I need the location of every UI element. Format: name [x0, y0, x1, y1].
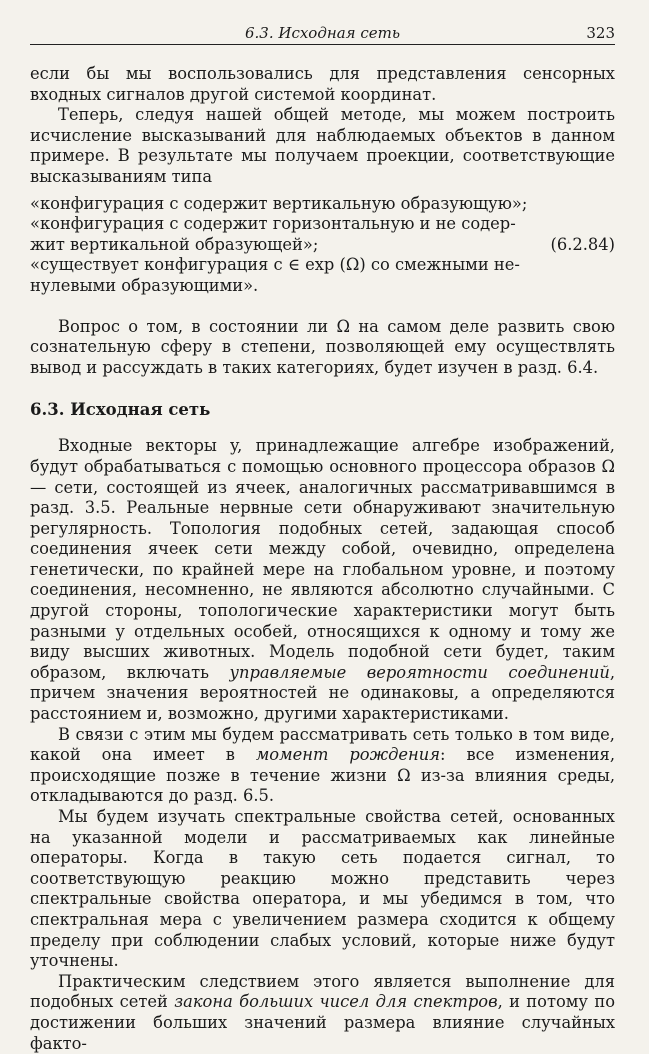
page-number: 323 — [586, 24, 615, 42]
section-heading: 6.3. Исходная сеть — [30, 400, 211, 420]
emphasis-term: закона больших чисел для спектров — [174, 992, 498, 1012]
formula-line-2: «конфигурация c содержит горизонтальную и не содер- — [30, 214, 516, 234]
formula-line-5: нулевыми образующими». — [30, 275, 259, 295]
formula-line-4: «существует конфигурация c ∈ exp (Ω) со смежными не- — [30, 255, 520, 275]
formula-line-1: «конфигурация c содержит вертикальную образующую»; — [30, 193, 528, 213]
text-run: В связи с этим мы будем рассматривать сеть только в том виде, какой она имеет в — [30, 724, 615, 765]
formula-block-6-2-84 — [30, 194, 615, 297]
text-run: , причем значения вероятностей не одинаковы, а определяются расстоянием и, возможно, другими характеристиками. — [30, 662, 616, 724]
paragraph-input-vectors — [30, 436, 615, 724]
equation-number: (6.2.84) — [550, 234, 615, 254]
paragraph-law-of-large-numbers — [30, 972, 615, 1054]
running-header — [30, 22, 615, 45]
text-run: : все изменения, происходящие позже в течение жизни Ω из-за влияния среды, откладываются до разд. 6.5. — [30, 745, 615, 806]
text-run: , и потому по достижении больших значений размера влияние случайных факто- — [30, 992, 616, 1053]
paragraph-continuation: если бы мы воспользовались для представления сенсорных входных сигналов другой системой координат. — [30, 64, 615, 104]
formula-row-numbered — [30, 235, 615, 256]
paragraph-method: Теперь, следуя нашей общей методе, мы можем построить исчисление высказываний для наблюдаемых объектов в данном примере. В результате мы получаем проекции, соответствующие высказываниям типа — [30, 105, 615, 186]
emphasis-term: управляемые вероятности соединений — [229, 662, 610, 682]
paragraph-spectral: Мы будем изучать спектральные свойства сетей, основанных на указанной модели и рассматриваемых как линейные операторы. Когда в такую сеть подается сигнал, то соответствующую реакцию можно представить через спектральные свойства оператора, и мы убедимся в том, что спектральная мера с увеличением размера сходится к общему пределу при соблюдении слабых условий, которые ниже будут уточнены. — [30, 807, 615, 971]
text-run: Практическим следствием этого является выполнение для подобных сетей — [30, 971, 615, 1012]
text-run: Входные векторы y, принадлежащие алгебре изображений, будут обрабатываться с помощью основного процессора образов Ω — сети, состоящей из ячеек, аналогичных рассматривавшимся в разд. 3.5. Реальные нервные сети обнаруживают значительную регулярность. Топология подобных сетей, задающая способ соединения ячеек сети между собой, очевидно, определена генетически, по крайней мере на глобальном уровне, и поэтому соединения, несомненно, не являются абсолютно случайными. С другой стороны, топологические характеристики могут быть разными у отдельных особей, относящихся к одному и тому же виду высших животных. Модель подобной сети будет, таким образом, включать — [30, 436, 615, 682]
paragraph-birth-moment — [30, 725, 615, 807]
emphasis-term: момент рождения — [255, 745, 441, 765]
formula-line-3: жит вертикальной образующей»; — [30, 234, 319, 254]
page-body — [30, 64, 615, 1054]
paragraph-question: Вопрос о том, в состоянии ли Ω на самом деле развить свою сознательную сферу в степени, позволяющей ему осуществлять вывод и рассуждать в таких категориях, будет изучен в разд. 6.4. — [30, 316, 615, 377]
spacer — [30, 297, 615, 317]
running-title: 6.3. Исходная сеть — [244, 24, 401, 42]
